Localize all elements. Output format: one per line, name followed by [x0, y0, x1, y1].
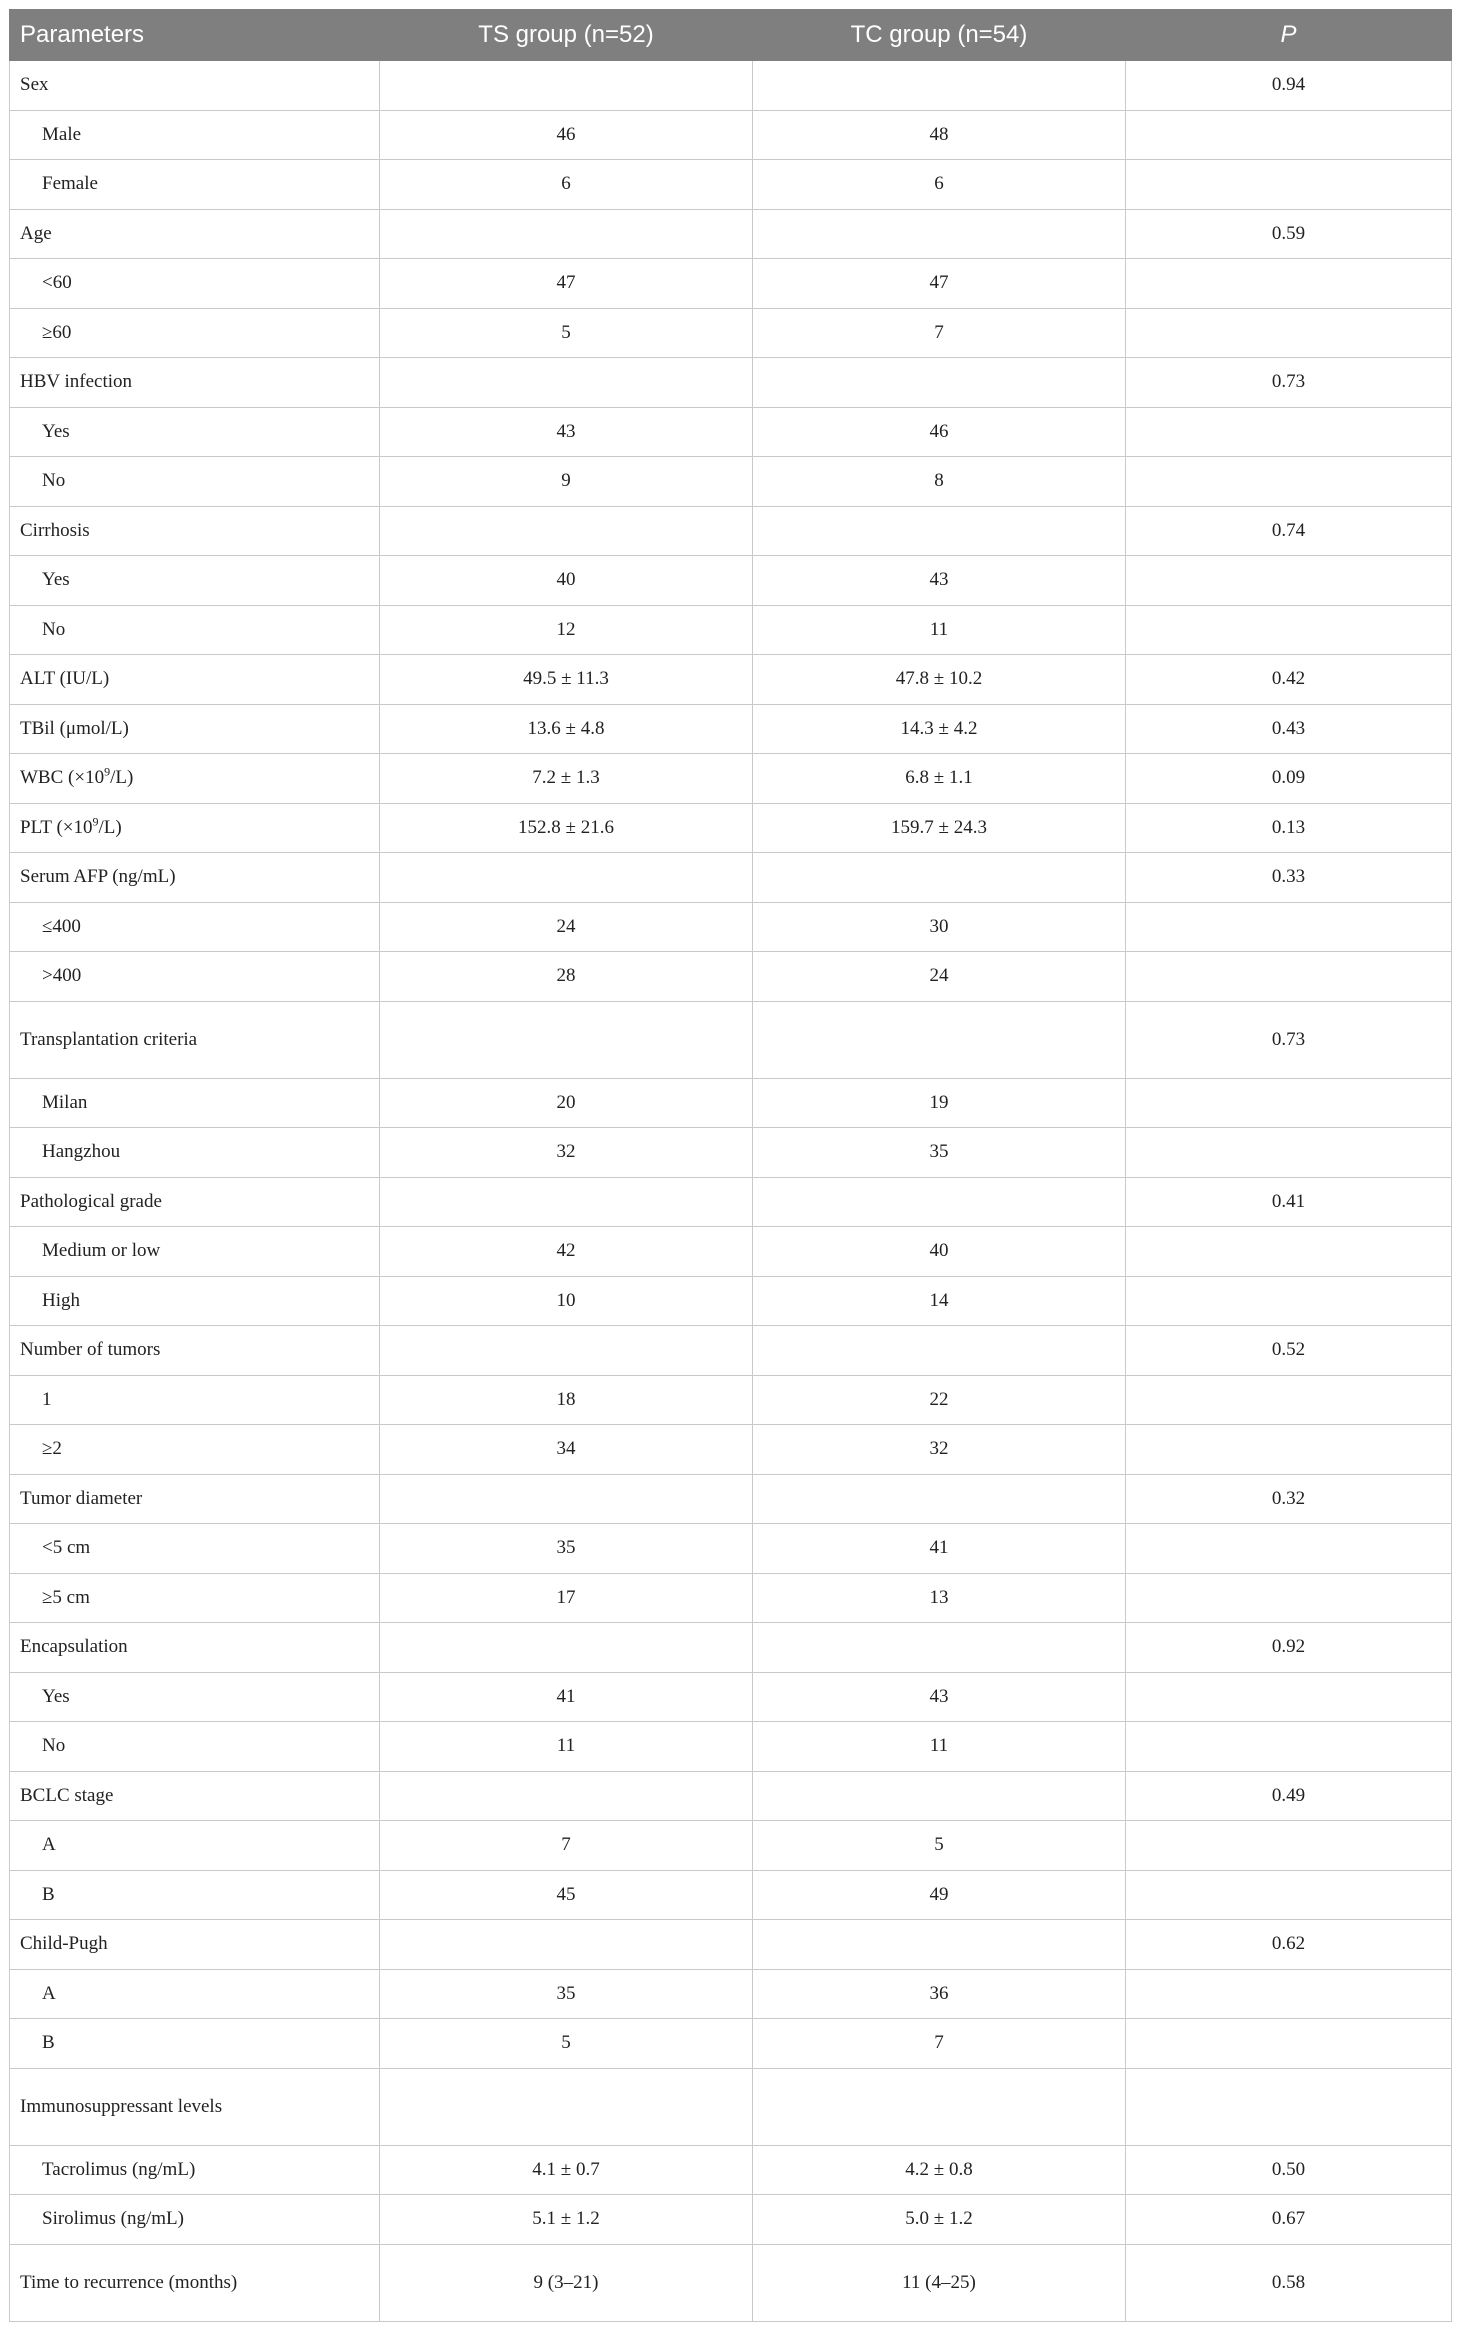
p-value	[1126, 556, 1452, 606]
row-label	[10, 61, 380, 111]
row-label-text: WBC (×10	[20, 767, 105, 789]
tc-group-value: 22	[753, 1375, 1126, 1425]
p-value: 0.73	[1126, 358, 1452, 408]
ts-group-value: 7.2 ± 1.3	[380, 754, 753, 804]
tc-group-value: 43	[753, 1672, 1126, 1722]
row-label	[10, 1524, 380, 1574]
row-label-text: No	[42, 470, 66, 492]
table-row	[10, 308, 1452, 358]
table-row	[10, 853, 1452, 903]
row-label	[10, 1375, 380, 1425]
row-label-text: A	[42, 1982, 56, 2004]
tc-group-value: 8	[753, 457, 1126, 507]
row-label-text: ≥2	[42, 1438, 62, 1460]
tc-group-value: 48	[753, 110, 1126, 160]
tc-group-value: 7	[753, 308, 1126, 358]
row-label	[10, 803, 380, 853]
ts-group-value	[380, 209, 753, 259]
ts-group-value: 28	[380, 952, 753, 1002]
p-value	[1126, 1276, 1452, 1326]
tc-group-value: 5.0 ± 1.2	[753, 2195, 1126, 2245]
row-label-text: Female	[42, 173, 98, 195]
p-value	[1126, 308, 1452, 358]
table-row	[10, 1078, 1452, 1128]
p-value	[1126, 160, 1452, 210]
ts-group-value: 34	[380, 1425, 753, 1475]
header-ts-group: TS group (n=52)	[380, 10, 753, 61]
tc-group-value: 43	[753, 556, 1126, 606]
ts-group-value: 47	[380, 259, 753, 309]
ts-group-value	[380, 1920, 753, 1970]
tc-group-value	[753, 506, 1126, 556]
row-label	[10, 457, 380, 507]
table-row	[10, 655, 1452, 705]
row-label-text: Cirrhosis	[20, 519, 90, 541]
ts-group-value	[380, 853, 753, 903]
p-value: 0.52	[1126, 1326, 1452, 1376]
tc-group-value: 49	[753, 1870, 1126, 1920]
tc-group-value	[753, 2068, 1126, 2145]
row-label	[10, 209, 380, 259]
table-row	[10, 1128, 1452, 1178]
ts-group-value: 42	[380, 1227, 753, 1277]
tc-group-value: 24	[753, 952, 1126, 1002]
tc-group-value: 14.3 ± 4.2	[753, 704, 1126, 754]
row-label	[10, 1177, 380, 1227]
tc-group-value	[753, 1177, 1126, 1227]
table-row	[10, 2195, 1452, 2245]
ts-group-value	[380, 1001, 753, 1078]
row-label-text: Yes	[42, 1685, 70, 1707]
ts-group-value: 7	[380, 1821, 753, 1871]
row-label	[10, 2145, 380, 2195]
table-row	[10, 110, 1452, 160]
row-label	[10, 1722, 380, 1772]
row-label-text: Yes	[42, 420, 70, 442]
row-label	[10, 110, 380, 160]
row-label	[10, 2195, 380, 2245]
row-label-text: Encapsulation	[20, 1636, 128, 1658]
tc-group-value: 159.7 ± 24.3	[753, 803, 1126, 853]
row-label	[10, 1969, 380, 2019]
row-label-text: Male	[42, 123, 82, 145]
table-row	[10, 259, 1452, 309]
p-value: 0.92	[1126, 1623, 1452, 1673]
row-label-text: Tumor diameter	[20, 1487, 143, 1509]
tc-group-value: 47	[753, 259, 1126, 309]
table-row	[10, 1524, 1452, 1574]
tc-group-value: 40	[753, 1227, 1126, 1277]
p-value: 0.13	[1126, 803, 1452, 853]
row-label-text: 1	[42, 1388, 52, 1410]
row-label	[10, 952, 380, 1002]
ts-group-value	[380, 1771, 753, 1821]
tc-group-value	[753, 853, 1126, 903]
row-label-text: Serum AFP (ng/mL)	[20, 866, 176, 888]
tc-group-value: 11	[753, 605, 1126, 655]
ts-group-value: 13.6 ± 4.8	[380, 704, 753, 754]
tc-group-value: 41	[753, 1524, 1126, 1574]
row-label	[10, 2068, 380, 2145]
row-label-text: ALT (IU/L)	[20, 668, 110, 690]
table-row	[10, 2068, 1452, 2145]
tc-group-value	[753, 1326, 1126, 1376]
table-row	[10, 803, 1452, 853]
row-label-text: Pathological grade	[20, 1190, 162, 1212]
table-row	[10, 61, 1452, 111]
tc-group-value: 6.8 ± 1.1	[753, 754, 1126, 804]
ts-group-value: 11	[380, 1722, 753, 1772]
p-value: 0.50	[1126, 2145, 1452, 2195]
p-value	[1126, 1128, 1452, 1178]
row-label	[10, 754, 380, 804]
row-label-text: Child-Pugh	[20, 1933, 108, 1955]
row-label-text: Age	[20, 222, 52, 244]
table-row	[10, 1722, 1452, 1772]
p-value	[1126, 2068, 1452, 2145]
p-value: 0.73	[1126, 1001, 1452, 1078]
table-row	[10, 1920, 1452, 1970]
row-label	[10, 1078, 380, 1128]
row-label	[10, 1870, 380, 1920]
p-value	[1126, 605, 1452, 655]
row-label-text: No	[42, 1735, 66, 1757]
tc-group-value: 47.8 ± 10.2	[753, 655, 1126, 705]
p-value	[1126, 1821, 1452, 1871]
row-label-text: PLT (×10	[20, 816, 93, 838]
row-label	[10, 506, 380, 556]
ts-group-value: 9 (3–21)	[380, 2244, 753, 2321]
ts-group-value: 46	[380, 110, 753, 160]
ts-group-value: 20	[380, 1078, 753, 1128]
ts-group-value	[380, 506, 753, 556]
tc-group-value	[753, 1001, 1126, 1078]
p-value: 0.49	[1126, 1771, 1452, 1821]
table-row	[10, 605, 1452, 655]
tc-group-value: 32	[753, 1425, 1126, 1475]
row-label-text: Sex	[20, 74, 49, 96]
row-label-text: ≤400	[42, 915, 81, 937]
table-header	[10, 10, 1452, 61]
row-label	[10, 1227, 380, 1277]
ts-group-value: 17	[380, 1573, 753, 1623]
p-value	[1126, 2019, 1452, 2069]
tc-group-value: 11	[753, 1722, 1126, 1772]
ts-group-value: 5.1 ± 1.2	[380, 2195, 753, 2245]
p-value	[1126, 1078, 1452, 1128]
ts-group-value: 10	[380, 1276, 753, 1326]
p-value: 0.59	[1126, 209, 1452, 259]
ts-group-value: 40	[380, 556, 753, 606]
ts-group-value	[380, 61, 753, 111]
tc-group-value	[753, 1474, 1126, 1524]
row-label	[10, 1920, 380, 1970]
table-row	[10, 1326, 1452, 1376]
table-row	[10, 1474, 1452, 1524]
row-label-tail: /L)	[98, 816, 122, 838]
ts-group-value: 49.5 ± 11.3	[380, 655, 753, 705]
p-value: 0.43	[1126, 704, 1452, 754]
ts-group-value: 9	[380, 457, 753, 507]
ts-group-value: 5	[380, 2019, 753, 2069]
tc-group-value: 13	[753, 1573, 1126, 1623]
row-label	[10, 556, 380, 606]
row-label-text: Transplantation criteria	[20, 1028, 198, 1050]
tc-group-value: 35	[753, 1128, 1126, 1178]
p-value: 0.33	[1126, 853, 1452, 903]
row-label-text: Yes	[42, 569, 70, 591]
table-row	[10, 902, 1452, 952]
ts-group-value: 24	[380, 902, 753, 952]
row-label-text: ≥60	[42, 321, 72, 343]
table-row	[10, 1276, 1452, 1326]
row-label-text: A	[42, 1834, 56, 1856]
ts-group-value	[380, 1177, 753, 1227]
table-row	[10, 1771, 1452, 1821]
table-row	[10, 1672, 1452, 1722]
p-value: 0.67	[1126, 2195, 1452, 2245]
header-p-value: P	[1126, 10, 1452, 61]
ts-group-value: 41	[380, 1672, 753, 1722]
row-label	[10, 1672, 380, 1722]
row-label	[10, 407, 380, 457]
row-label	[10, 308, 380, 358]
row-label	[10, 853, 380, 903]
row-label-text: Milan	[42, 1091, 88, 1113]
tc-group-value: 14	[753, 1276, 1126, 1326]
table-row	[10, 506, 1452, 556]
row-label-text: High	[42, 1289, 80, 1311]
ts-group-value: 45	[380, 1870, 753, 1920]
ts-group-value: 6	[380, 160, 753, 210]
table-row	[10, 1870, 1452, 1920]
tc-group-value: 4.2 ± 0.8	[753, 2145, 1126, 2195]
row-label	[10, 1474, 380, 1524]
ts-group-value	[380, 2068, 753, 2145]
tc-group-value: 19	[753, 1078, 1126, 1128]
tc-group-value: 46	[753, 407, 1126, 457]
table-row	[10, 1821, 1452, 1871]
row-label-text: Immunosuppressant levels	[20, 2095, 223, 2117]
tc-group-value	[753, 358, 1126, 408]
row-label-text: <60	[42, 272, 72, 294]
p-value	[1126, 1425, 1452, 1475]
p-value: 0.74	[1126, 506, 1452, 556]
p-value: 0.41	[1126, 1177, 1452, 1227]
p-value	[1126, 1227, 1452, 1277]
header-tc-group: TC group (n=54)	[753, 10, 1126, 61]
row-label-superscript: 9	[92, 814, 99, 829]
row-label	[10, 1771, 380, 1821]
tc-group-value	[753, 1623, 1126, 1673]
ts-group-value: 4.1 ± 0.7	[380, 2145, 753, 2195]
row-label-superscript: 9	[104, 764, 111, 779]
row-label-text: ≥5 cm	[42, 1586, 90, 1608]
p-value	[1126, 407, 1452, 457]
row-label-text: No	[42, 618, 66, 640]
ts-group-value: 152.8 ± 21.6	[380, 803, 753, 853]
row-label-text: Tacrolimus (ng/mL)	[42, 2158, 196, 2180]
row-label-text: Hangzhou	[42, 1141, 121, 1163]
ts-group-value: 35	[380, 1524, 753, 1574]
table-row	[10, 1573, 1452, 1623]
p-value	[1126, 110, 1452, 160]
p-value	[1126, 259, 1452, 309]
p-value: 0.09	[1126, 754, 1452, 804]
tc-group-value	[753, 1920, 1126, 1970]
row-label-text: B	[42, 2032, 55, 2054]
table-row	[10, 952, 1452, 1002]
ts-group-value	[380, 1474, 753, 1524]
ts-group-value: 35	[380, 1969, 753, 2019]
row-label	[10, 704, 380, 754]
p-value	[1126, 1969, 1452, 2019]
tc-group-value: 11 (4–25)	[753, 2244, 1126, 2321]
row-label-text: Time to recurrence (months)	[20, 2271, 238, 2293]
p-value	[1126, 1672, 1452, 1722]
row-label-text: >400	[42, 965, 82, 987]
p-value	[1126, 1375, 1452, 1425]
row-label-text: <5 cm	[42, 1537, 91, 1559]
p-value	[1126, 952, 1452, 1002]
row-label	[10, 2244, 380, 2321]
p-value: 0.58	[1126, 2244, 1452, 2321]
table-row	[10, 2145, 1452, 2195]
row-label	[10, 902, 380, 952]
row-label	[10, 1326, 380, 1376]
row-label	[10, 160, 380, 210]
row-label	[10, 358, 380, 408]
table-row	[10, 754, 1452, 804]
p-value	[1126, 1573, 1452, 1623]
table-row	[10, 704, 1452, 754]
tc-group-value	[753, 61, 1126, 111]
tc-group-value: 7	[753, 2019, 1126, 2069]
characteristics-table	[9, 9, 1452, 2322]
table-row	[10, 1623, 1452, 1673]
ts-group-value	[380, 1623, 753, 1673]
table-row	[10, 160, 1452, 210]
p-value	[1126, 902, 1452, 952]
p-value	[1126, 457, 1452, 507]
characteristics-table-container	[9, 9, 1451, 2322]
p-value: 0.32	[1126, 1474, 1452, 1524]
row-label-text: B	[42, 1883, 55, 1905]
p-value: 0.62	[1126, 1920, 1452, 1970]
ts-group-value: 43	[380, 407, 753, 457]
header-row	[10, 10, 1452, 61]
tc-group-value: 6	[753, 160, 1126, 210]
table-row	[10, 1227, 1452, 1277]
p-value	[1126, 1722, 1452, 1772]
tc-group-value	[753, 209, 1126, 259]
table-row	[10, 1001, 1452, 1078]
row-label	[10, 1001, 380, 1078]
ts-group-value: 32	[380, 1128, 753, 1178]
row-label-text: Medium or low	[42, 1240, 161, 1262]
row-label	[10, 1623, 380, 1673]
row-label	[10, 605, 380, 655]
row-label-text: Number of tumors	[20, 1339, 161, 1361]
p-value	[1126, 1524, 1452, 1574]
table-row	[10, 1969, 1452, 2019]
row-label-text: BCLC stage	[20, 1784, 114, 1806]
tc-group-value: 5	[753, 1821, 1126, 1871]
table-row	[10, 457, 1452, 507]
table-row	[10, 358, 1452, 408]
row-label	[10, 1276, 380, 1326]
row-label	[10, 2019, 380, 2069]
ts-group-value	[380, 358, 753, 408]
table-row	[10, 209, 1452, 259]
row-label-tail: /L)	[110, 767, 134, 789]
table-row	[10, 556, 1452, 606]
ts-group-value	[380, 1326, 753, 1376]
tc-group-value: 36	[753, 1969, 1126, 2019]
table-row	[10, 1425, 1452, 1475]
tc-group-value	[753, 1771, 1126, 1821]
row-label	[10, 655, 380, 705]
row-label	[10, 1821, 380, 1871]
table-row	[10, 2244, 1452, 2321]
row-label	[10, 259, 380, 309]
row-label-text: HBV infection	[20, 371, 133, 393]
ts-group-value: 5	[380, 308, 753, 358]
tc-group-value: 30	[753, 902, 1126, 952]
row-label-text: TBil (μmol/L)	[20, 717, 129, 739]
p-value	[1126, 1870, 1452, 1920]
table-body	[10, 61, 1452, 2322]
table-row	[10, 1177, 1452, 1227]
p-value: 0.94	[1126, 61, 1452, 111]
ts-group-value: 18	[380, 1375, 753, 1425]
row-label	[10, 1425, 380, 1475]
header-parameters: Parameters	[10, 10, 380, 61]
p-value: 0.42	[1126, 655, 1452, 705]
ts-group-value: 12	[380, 605, 753, 655]
row-label-text: Sirolimus (ng/mL)	[42, 2208, 184, 2230]
table-row	[10, 407, 1452, 457]
row-label	[10, 1128, 380, 1178]
table-row	[10, 2019, 1452, 2069]
table-row	[10, 1375, 1452, 1425]
row-label	[10, 1573, 380, 1623]
